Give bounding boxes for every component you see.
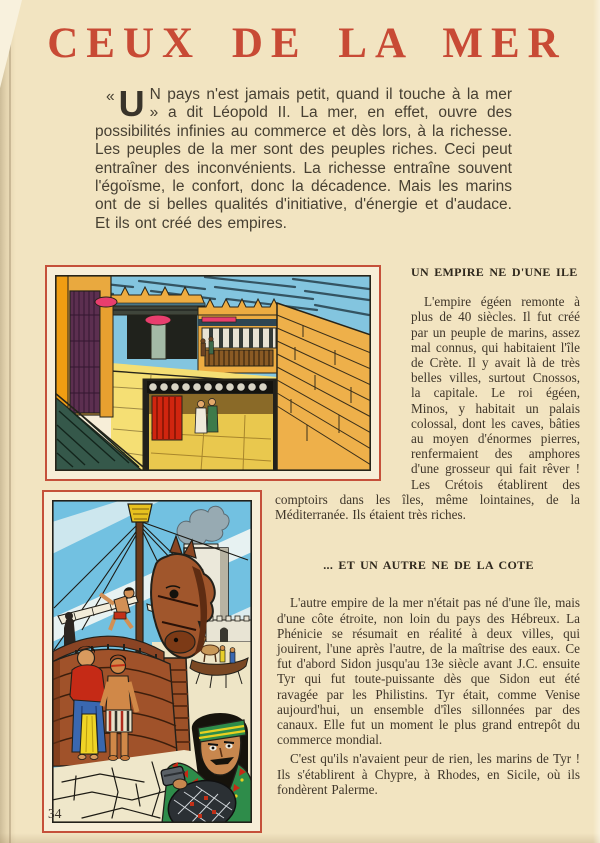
section-heading-empire-ile: UN EMPIRE NE D'UNE ILE (411, 265, 578, 280)
section-empire-cote-paragraph-1: L'autre empire de la mer n'était pas né d'une île, mais d'une côte étroite, non loin du pays des Hébreux. La Phénicie se résumait en réalité à deux villes, qui jouirent, l'une après l'autre, de la maîtrise des eaux. Ce fut d'abord Sidon jusqu'au 13e siècle avant J.C. ensuite Tyr qui fut toute-puissante dès que Sidon eut été ravagée par les Philistins. Tyr était, comme Venise aujourd'hui, un ensemble d'îles sillonnées par des canaux. Elle fut un moment le plus grand entrepôt du commerce mondial. (277, 595, 580, 748)
page-number: 34 (48, 806, 62, 821)
bottom-edge-shadow (0, 833, 600, 843)
section-heading-empire-cote: ... ET UN AUTRE NE DE LA COTE (323, 558, 534, 573)
minoan-palace-illustration (55, 275, 371, 471)
drop-cap-letter: U (118, 83, 145, 124)
page-title: CEUX DE LA MER (47, 20, 567, 67)
intro-paragraph (95, 83, 512, 233)
drop-cap (106, 83, 145, 124)
phoenician-ship-illustration (52, 500, 252, 823)
drop-cap-follow: N (149, 86, 161, 103)
illustration-minoan-palace (45, 265, 381, 481)
open-guillemet: « (106, 88, 115, 105)
illustration-phoenician-ship (42, 490, 262, 833)
section-empire-cote-paragraph-2: C'est qu'ils n'avaient peur de rien, les marins de Tyr ! Ils s'établirent à Chypre, à Rhodes, en Sicile, où ils fondèrent Palerme. (277, 751, 580, 797)
intro-text: pays n'est jamais petit, quand il touche à la mer » a dit Léopold II. La mer, en effet, ouvre des possibilités infinies au commerce et dès lors, à la richesse. Les peuples de la mer sont des peuples riches. Ceci peut entraîner des inconvénients. La richesse entraîne souvent l'égoïsme, le confort, donc la décadence. Mais les marins ont de si belles qualités d'initiative, d'énergie et d'audace. Et ils ont créé des empires. (95, 86, 512, 232)
page-content (0, 265, 600, 797)
section-empire-ile-paragraph: L'empire égéen remonte à plus de 40 siècles. Il fut créé par un peuple de marins, assez mal connus, qui habitaient l'île de Crète. Il y avait là de très belles villes, surtout Cnossos, la capitale. Le roi égéen, Minos, y habitait un palais colossal, dont les caves, bâties au moyen d'énormes pierres, renfermaient des amphores d'une grosseur qui fait rêver ! Les Crétois établirent des comptoirs dans les îles, même lointaines, de la Méditerranée. Ils étaient très riches. (275, 294, 580, 523)
